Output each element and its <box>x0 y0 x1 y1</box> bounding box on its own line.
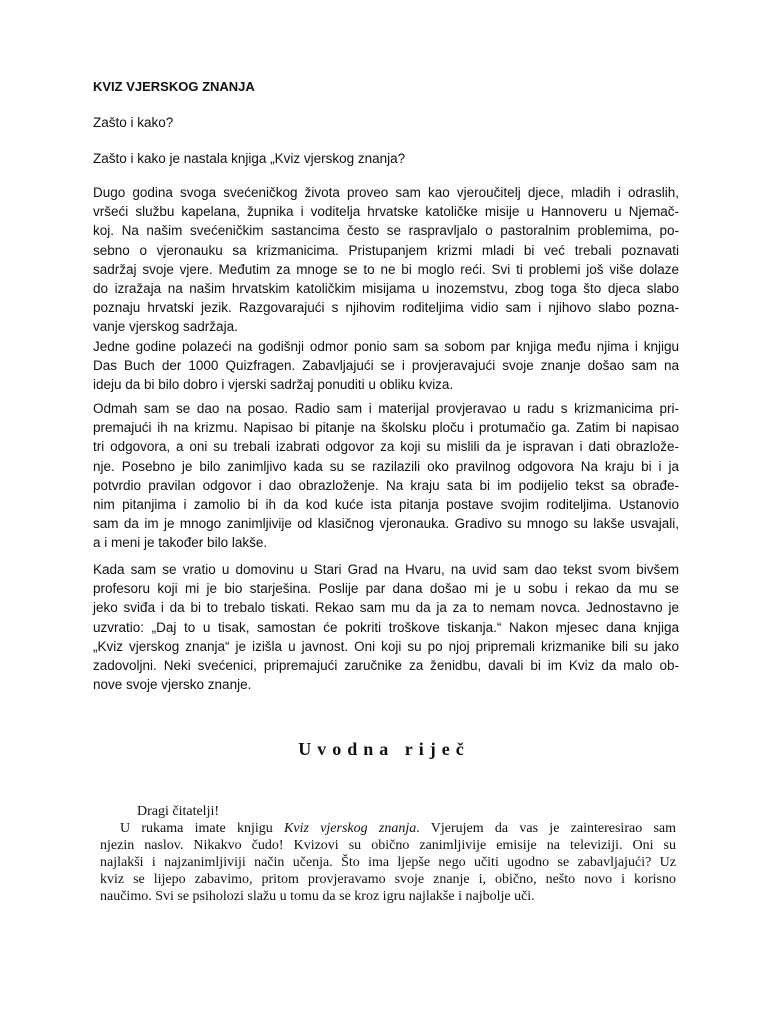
paragraph-line: koj. Na našim svećeničkim sastancima često se raspravljalo o pastoralnim problemima, po- <box>93 223 679 239</box>
paragraph-line: ideju da bi bilo dobro i vjerski sadržaj ponuditi u obliku kviza. <box>93 377 454 393</box>
paragraph-line: do izražaja na našim hrvatskim katoličkim misijama u inozemstvu, zbog toga što djeca slabo <box>93 281 679 297</box>
paragraph-line: tri odgovora, a oni su trebali izabrati odgovor za koji su mislili da je ispravan i dati obrazlože- <box>93 439 679 455</box>
intro-line: najlakši i najzanimljiviji način učenja. Što ima ljepše nego učiti ugodno se zabavljajući? Uz <box>100 855 676 870</box>
paragraph-line: Jedne godine polazeći na godišnji odmor ponio sam sa sobom par knjiga među njima i knjigu <box>93 338 679 354</box>
paragraph-1 <box>93 183 679 394</box>
paragraph-line: potvrdio pravilan odgovor i dao obrazloženje. Na kraju sata bi im podijelio tekst sa obrađe- <box>93 477 679 493</box>
paragraph-line: Odmah sam se dao na posao. Radio sam i materijal provjeravao u radu s krizmanicima pri- <box>93 401 679 416</box>
section-heading: Uvodna riječ <box>298 739 470 759</box>
intro-greeting: Dragi čitatelji! <box>137 804 220 819</box>
paragraph-line: nim pitanjima i zamolio bi ih da kod kuće ista pitanja postave svojim roditeljima. Ustanovio <box>93 497 679 513</box>
paragraph-line: sadržaj svoje vjere. Međutim za mnoge se to ne bi moglo reći. Svi ti problemi još više dolaze <box>93 261 679 277</box>
paragraph-3 <box>93 560 679 694</box>
paragraph-line: sebno o vjeronauku sa krizmanicima. Pristupanjem krizmi mladi bi već trebali poznavati <box>93 242 679 258</box>
paragraph-line: vršeći službu kapelana, župnika i voditelja hrvatske katoličke misije u Hannoveru u Njemač- <box>93 204 679 220</box>
intro-line-end: . Vjerujem da vas je zainteresirao sam <box>416 821 677 836</box>
document-title: KVIZ VJERSKOG ZNANJA <box>93 79 255 94</box>
paragraph-line: zadovoljni. Neki svećenici, pripremajući zaručnike za ženidbu, davali bi im Kviz da malo ob- <box>93 658 679 674</box>
paragraph-line: vanje vjerskog sadržaja. <box>93 319 238 335</box>
paragraph-line: premajući ih na krizmu. Napisao bi pitanje na školsku ploču i protumačio ga. Zatim bi napisao <box>93 420 679 436</box>
paragraph-line: jeko sviđa i da bi to trebalo tiskati. Rekao sam mu da ja za to nemam novca. Jednostavno je <box>93 600 679 616</box>
intro-line <box>100 820 676 837</box>
paragraph-line: „Kviz vjerskog znanja“ je izišla u javnost. Oni koji su po njoj pripremali krizmanike bili su jako <box>93 638 679 654</box>
intro-line: kviz se lijepo zabavimo, pritom provjeravamo svoje znanje i, obično, nešto novo i korisno <box>100 872 676 887</box>
intro-line-start: U rukama imate knjigu <box>120 821 285 836</box>
paragraph-line: nove svoje vjersko znanje. <box>93 677 252 693</box>
book-title: Kviz vjerskog znanja <box>284 821 417 836</box>
question-heading: Zašto i kako? <box>93 115 174 130</box>
paragraph-line: poznaju hrvatski jezik. Razgovarajući s njihovim roditeljima vidio sam i njihovo slabo pozna- <box>93 300 679 316</box>
question-subheading: Zašto i kako je nastala knjiga „Kviz vjerskog znanja? <box>93 151 406 166</box>
paragraph-line: nje. Posebno je bilo zanimljivo kada su se razilazili oko pravilnog odgovora Na kraju bi i ja <box>93 458 679 474</box>
paragraph-line: Das Buch der 1000 Quizfragen. Zabavljajući se i provjeravajući svoje znanje došao sam na <box>93 357 679 373</box>
paragraph-line: profesoru koji mi je bio starješina. Poslije par dana došao mi je u sobu i rekao da mu se <box>93 581 679 597</box>
intro-line: njezin naslov. Nikakvo čudo! Kvizovi su obično zanimljivije emisije na televiziji. Oni su <box>100 838 676 853</box>
paragraph-line: Kada sam se vratio u domovinu u Stari Grad na Hvaru, na uvid sam dao tekst svom bivšem <box>93 562 679 577</box>
paragraph-line: a i meni je također bilo lakše. <box>93 535 268 551</box>
intro-text <box>100 803 676 905</box>
paragraph-2 <box>93 399 679 553</box>
paragraph-line: uzvratio: „Daj to u tisak, samostan će pokriti troškove tiskanja.“ Nakon mjesec dana knjiga <box>93 619 679 635</box>
intro-line: naučimo. Svi se psiholozi slažu u tomu da se kroz igru najlakše i najbolje uči. <box>100 889 535 904</box>
paragraph-line: sam da im je mnogo zanimljivije od klasičnog vjeronauka. Gradivo su mnogo su lakše usvajali, <box>93 516 679 532</box>
paragraph-line: Dugo godina svoga svećeničkog života proveo sam kao vjeroučitelj djece, mladih i odraslih, <box>93 185 679 200</box>
